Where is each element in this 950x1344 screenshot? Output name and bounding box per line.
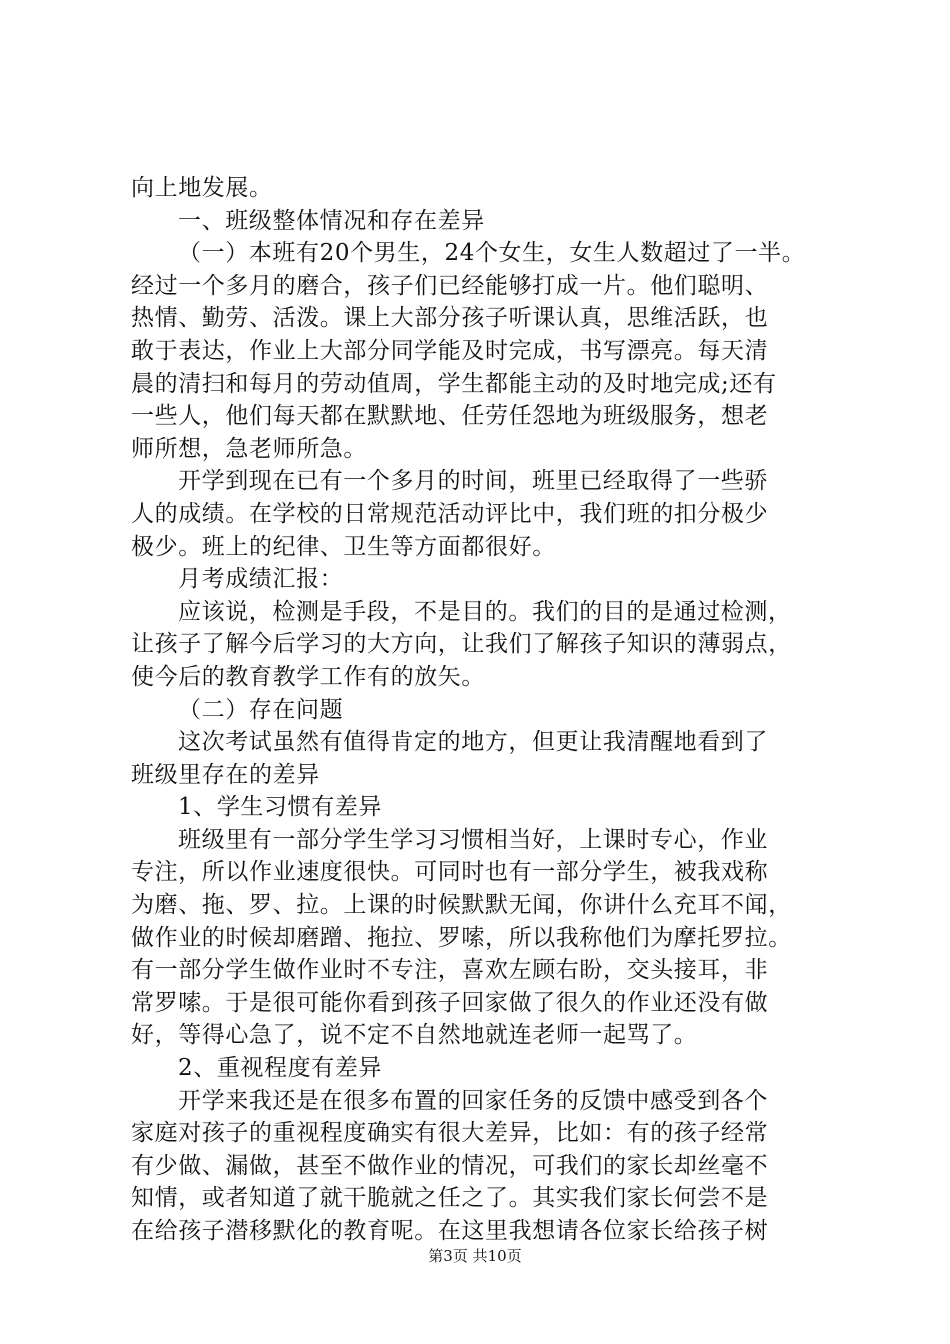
text-line: 好，等得心急了，说不定不自然地就连老师一起骂了。 — [131, 1022, 698, 1049]
text-line: 为磨、拖、罗、拉。上课的时候默默无闻，你讲什么充耳不闻， — [131, 892, 792, 919]
text-line: 2、重视程度有差异 — [178, 1055, 383, 1082]
text-line: 班级里有一部分学生学习习惯相当好，上课时专心，作业 — [178, 826, 768, 853]
text-line: 家庭对孩子的重视程度确实有很大差异，比如：有的孩子经常 — [131, 1120, 769, 1147]
text-line: 应该说，检测是手段，不是目的。我们的目的是通过检测， — [178, 598, 792, 625]
text-line: 热情、勤劳、活泼。课上大部分孩子听课认真，思维活跃，也 — [131, 305, 769, 332]
text-line: 1、学生习惯有差异 — [178, 794, 383, 821]
text-line: 经过一个多月的磨合，孩子们已经能够打成一片。他们聪明、 — [131, 272, 769, 299]
text-line: 专注，所以作业速度很快。可同时也有一部分学生，被我戏称 — [131, 859, 769, 886]
text-line: 开学到现在已有一个多月的时间，班里已经取得了一些骄 — [178, 468, 768, 495]
text-line: 晨的清扫和每月的劳动值周，学生都能主动的及时地完成;还有 — [131, 370, 777, 397]
text-line: （一）本班有20个男生，24个女生，女生人数超过了一半。 — [178, 240, 806, 267]
text-line: 极少。班上的纪律、卫生等方面都很好。 — [131, 533, 556, 560]
text-line: 让孩子了解今后学习的大方向，让我们了解孩子知识的薄弱点， — [131, 631, 792, 658]
text-line: 使今后的教育教学工作有的放矢。 — [131, 663, 485, 690]
text-line: 师所想，急老师所急。 — [131, 435, 367, 462]
text-line: 敢于表达，作业上大部分同学能及时完成，书写漂亮。每天清 — [131, 337, 769, 364]
text-line: 有一部分学生做作业时不专注，喜欢左顾右盼，交头接耳，非 — [131, 957, 769, 984]
text-line: 开学来我还是在很多布置的回家任务的反馈中感受到各个 — [178, 1087, 768, 1114]
text-line: 这次考试虽然有值得肯定的地方，但更让我清醒地看到了 — [178, 729, 768, 756]
document-body — [131, 172, 833, 1248]
text-line: 向上地发展。 — [131, 175, 273, 201]
text-line: 在给孩子潜移默化的教育呢。在这里我想请各位家长给孩子树 — [131, 1218, 769, 1244]
text-line: 有少做、漏做，甚至不做作业的情况，可我们的家长却丝毫不 — [131, 1152, 769, 1179]
text-line: 常罗嗦。于是很可能你看到孩子回家做了很久的作业还没有做 — [131, 989, 769, 1016]
text-line: 做作业的时候却磨蹭、拖拉、罗嗦，所以我称他们为摩托罗拉。 — [131, 924, 792, 951]
text-line: 一些人，他们每天都在默默地、任劳任怨地为班级服务，想老 — [131, 403, 769, 430]
text-line: （二）存在问题 — [178, 696, 344, 723]
text-line: 月考成绩汇报： — [178, 566, 344, 593]
text-line: 人的成绩。在学校的日常规范活动评比中，我们班的扣分极少 — [131, 500, 769, 527]
text-line: 班级里存在的差异 — [131, 761, 320, 788]
text-line: 一、班级整体情况和存在差异 — [178, 207, 485, 234]
page-footer: 第3页 共10页 — [428, 1247, 522, 1265]
text-line: 知情，或者知道了就干脆就之任之了。其实我们家长何尝不是 — [131, 1185, 769, 1212]
